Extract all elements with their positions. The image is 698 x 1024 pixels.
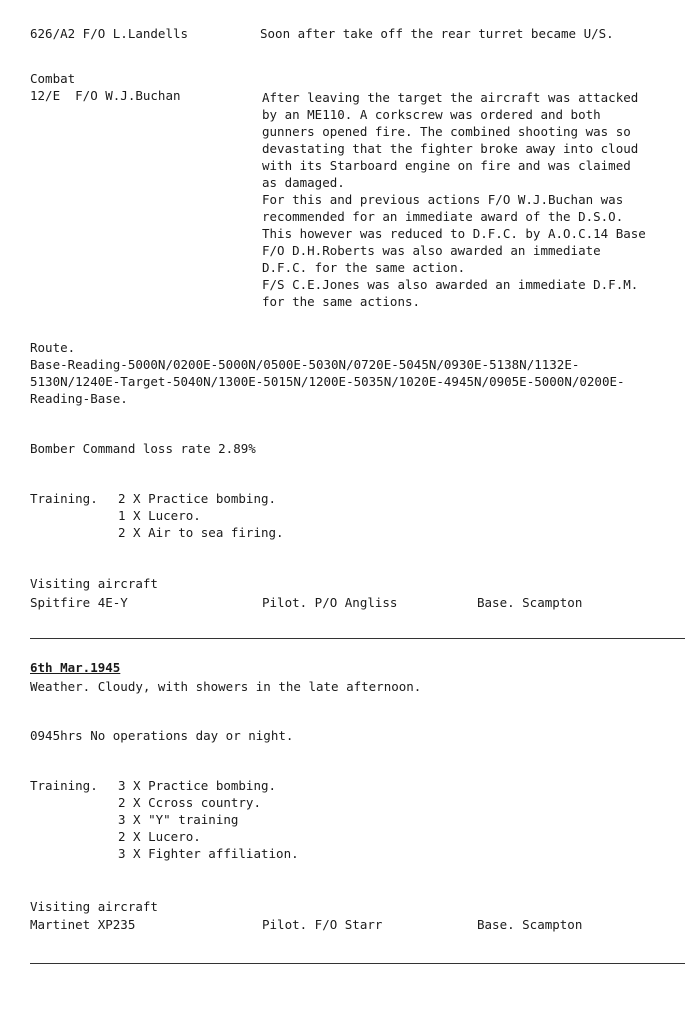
combat-report-line: After leaving the target the aircraft was attacked bbox=[262, 90, 639, 105]
training-list bbox=[118, 490, 284, 541]
section-divider bbox=[30, 963, 685, 964]
route-line: Base-Reading-5000N/0200E-5000N/0500E-5030N/0720E-5045N/0930E-5138N/1132E- bbox=[30, 357, 580, 372]
visiting-pilot: Pilot. F/O Starr bbox=[262, 917, 383, 932]
training-item: 3 X Fighter affiliation. bbox=[118, 846, 299, 861]
training-item: 2 X Lucero. bbox=[118, 829, 201, 844]
route-heading: Route. bbox=[30, 340, 76, 355]
visiting-base: Base. Scampton bbox=[477, 917, 583, 932]
combat-report-line: gunners opened fire. The combined shooting was so bbox=[262, 124, 631, 139]
training-item: 1 X Lucero. bbox=[118, 508, 201, 523]
combat-report bbox=[262, 89, 646, 310]
note-landells: Soon after take off the rear turret became U/S. bbox=[260, 26, 614, 41]
training-item: 2 X Practice bombing. bbox=[118, 491, 277, 506]
route-line: Reading-Base. bbox=[30, 391, 128, 406]
visiting-base: Base. Scampton bbox=[477, 595, 583, 610]
training-item: 2 X Air to sea firing. bbox=[118, 525, 284, 540]
section-divider bbox=[30, 638, 685, 639]
training-item: 2 X Ccross country. bbox=[118, 795, 261, 810]
training-item: 3 X Practice bombing. bbox=[118, 778, 277, 793]
combat-report-line: by an ME110. A corkscrew was ordered and both bbox=[262, 107, 601, 122]
combat-report-line: for the same actions. bbox=[262, 294, 421, 309]
training-label: Training. bbox=[30, 778, 98, 793]
visiting-pilot: Pilot. P/O Angliss bbox=[262, 595, 398, 610]
combat-report-line: F/O D.H.Roberts was also awarded an immediate bbox=[262, 243, 601, 258]
operations-status: 0945hrs No operations day or night. bbox=[30, 728, 294, 743]
training-list bbox=[118, 777, 299, 862]
crew-buchan: 12/E F/O W.J.Buchan bbox=[30, 88, 181, 103]
category-combat: Combat bbox=[30, 71, 76, 86]
combat-report-line: This however was reduced to D.F.C. by A.O.C.14 Base bbox=[262, 226, 646, 241]
weather: Weather. Cloudy, with showers in the late afternoon. bbox=[30, 679, 422, 694]
loss-rate: Bomber Command loss rate 2.89% bbox=[30, 441, 256, 456]
crew-landells: 626/A2 F/O L.Landells bbox=[30, 26, 189, 41]
visiting-aircraft: Spitfire 4E-Y bbox=[30, 595, 128, 610]
route-block bbox=[30, 356, 625, 407]
combat-report-line: as damaged. bbox=[262, 175, 345, 190]
combat-report-line: For this and previous actions F/O W.J.Buchan was bbox=[262, 192, 624, 207]
date-heading: 6th Mar.1945 bbox=[30, 660, 121, 675]
visiting-aircraft: Martinet XP235 bbox=[30, 917, 136, 932]
combat-report-line: with its Starboard engine on fire and was claimed bbox=[262, 158, 631, 173]
visiting-heading: Visiting aircraft bbox=[30, 899, 158, 914]
combat-report-line: D.F.C. for the same action. bbox=[262, 260, 466, 275]
training-item: 3 X "Y" training bbox=[118, 812, 239, 827]
visiting-heading: Visiting aircraft bbox=[30, 576, 158, 591]
combat-report-line: recommended for an immediate award of the D.S.O. bbox=[262, 209, 624, 224]
combat-report-line: devastating that the fighter broke away into cloud bbox=[262, 141, 639, 156]
route-line: 5130N/1240E-Target-5040N/1300E-5015N/1200E-5035N/1020E-4945N/0905E-5000N/0200E- bbox=[30, 374, 625, 389]
training-label: Training. bbox=[30, 491, 98, 506]
combat-report-line: F/S C.E.Jones was also awarded an immediate D.F.M. bbox=[262, 277, 639, 292]
